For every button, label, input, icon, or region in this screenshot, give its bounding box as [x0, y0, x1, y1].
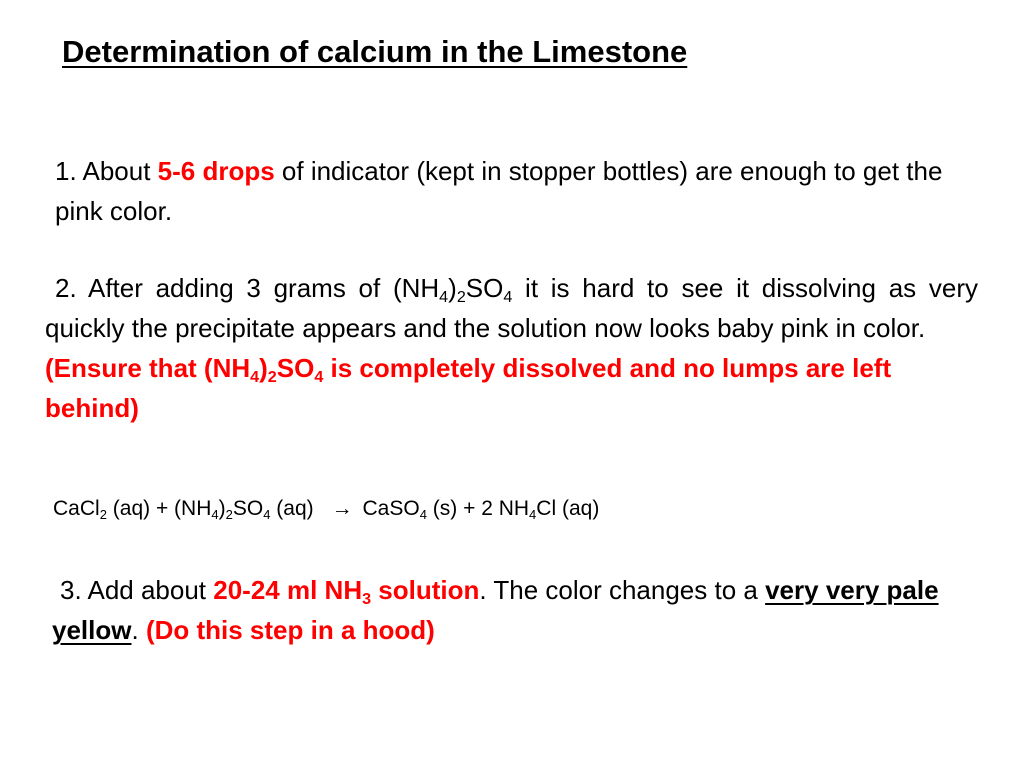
step-3-sub: 3 [362, 589, 372, 608]
step-3-highlight-text: 20-24 ml NH [213, 575, 363, 605]
step-3-middle: . The color changes to a [479, 575, 766, 605]
warning-tail: is completely dissolved and no lumps are left behind) [45, 353, 892, 423]
eq-sub: 4 [419, 506, 427, 522]
warning-sub: 2 [267, 367, 277, 386]
step-3-highlight [213, 575, 480, 608]
step-1-prefix: 1. About [55, 156, 158, 186]
warning-sub: 4 [314, 367, 324, 386]
chemical-equation [53, 494, 599, 524]
step-1-suffix: of indicator (kept in stopper bottles) are enough to get the pink color. [55, 156, 943, 226]
step-1-text [55, 151, 985, 231]
step-2-lead: 2. After adding 3 grams of (NH [55, 273, 440, 303]
warning-so: SO [276, 353, 315, 383]
step-2-text [45, 268, 978, 428]
step-3-dot: . [131, 615, 139, 645]
step-3-text [52, 570, 982, 650]
step-3-warning: (Do this step in a hood) [138, 615, 435, 645]
warning-paren: ) [259, 353, 268, 383]
eq-sub: 2 [99, 506, 107, 522]
eq-sub: 4 [211, 506, 219, 522]
step-2-warning [45, 348, 978, 428]
arrow-right-icon: → [331, 497, 353, 520]
eq-part4: Cl (aq) [536, 497, 600, 520]
step-3-prefix: 3. Add about [60, 575, 214, 605]
eq-part3: (s) + 2 NH [426, 497, 530, 520]
eq-sub: 4 [263, 506, 271, 522]
step-3-underlined: very very pale yellow [52, 575, 939, 645]
step-2-paren: ) [448, 273, 457, 303]
eq-so: SO [232, 497, 264, 520]
eq-sub: 2 [225, 506, 233, 522]
step-2-sub: 2 [456, 287, 466, 306]
eq-part1: (aq) + (NH [106, 497, 212, 520]
step-1-highlight: 5-6 drops [157, 156, 275, 186]
eq-cacl: CaCl [53, 497, 100, 520]
eq-part2: (aq) [270, 497, 314, 520]
eq-paren: ) [218, 497, 226, 520]
eq-caso: CaSO [356, 497, 420, 520]
slide-title: Determination of calcium in the Limestone [62, 34, 688, 69]
step-2-so: SO [465, 273, 504, 303]
warning-lead: (Ensure that (NH [45, 353, 251, 383]
eq-sub: 4 [529, 506, 537, 522]
step-3-highlight-tail: solution [371, 575, 480, 605]
step-2-sub: 4 [503, 287, 513, 306]
step-2-tail: it is hard to see it dissolving as very quickly the precipitate appears and the solution now looks baby pink in color. [45, 273, 978, 343]
step-2-sub: 4 [439, 287, 449, 306]
warning-sub: 4 [250, 367, 260, 386]
